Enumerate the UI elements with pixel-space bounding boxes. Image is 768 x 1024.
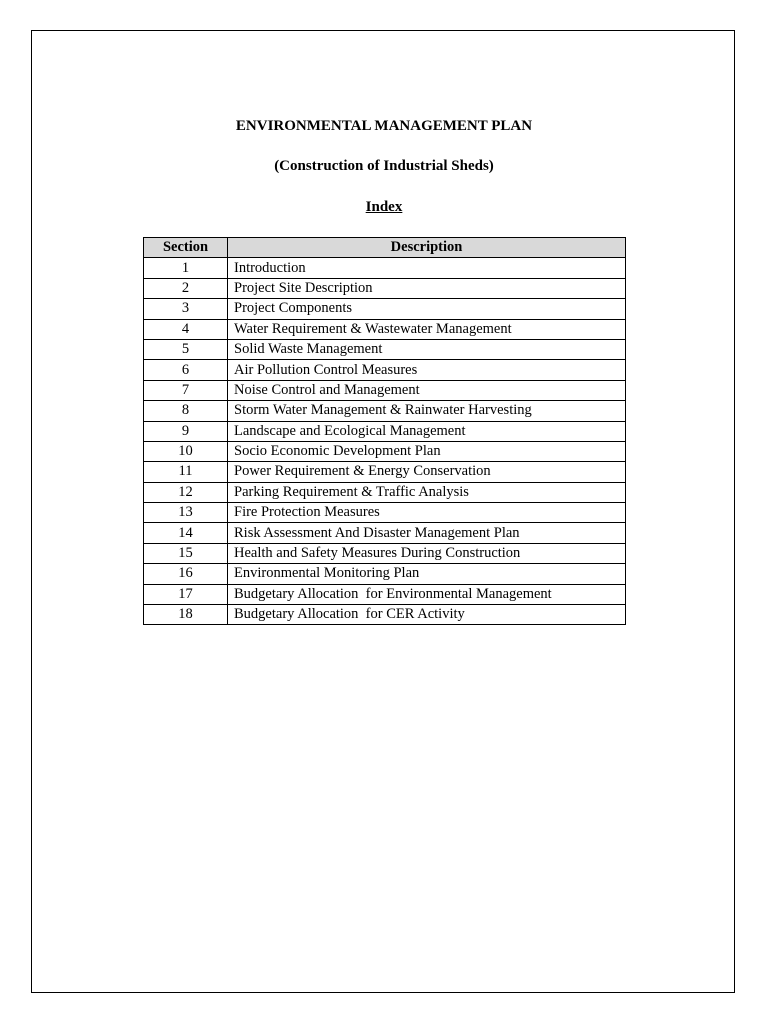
table-row [144, 421, 626, 441]
section-description: Water Requirement & Wastewater Management [228, 319, 626, 339]
section-description: Project Components [228, 299, 626, 319]
section-description: Introduction [228, 258, 626, 278]
header-description: Description [228, 238, 626, 258]
section-number: 12 [144, 482, 228, 502]
table-row [144, 523, 626, 543]
document-title: ENVIRONMENTAL MANAGEMENT PLAN [235, 118, 533, 134]
section-description: Power Requirement & Energy Conservation [228, 462, 626, 482]
table-header-row [144, 238, 626, 258]
section-number: 18 [144, 605, 228, 625]
section-description: Storm Water Management & Rainwater Harvesting [228, 401, 626, 421]
section-number: 9 [144, 421, 228, 441]
section-description: Project Site Description [228, 278, 626, 298]
section-number: 3 [144, 299, 228, 319]
table-row [144, 278, 626, 298]
document-subtitle: (Construction of Industrial Sheds) [274, 158, 494, 174]
section-description: Socio Economic Development Plan [228, 441, 626, 461]
section-number: 10 [144, 441, 228, 461]
section-description: Environmental Monitoring Plan [228, 564, 626, 584]
section-number: 14 [144, 523, 228, 543]
section-description: Landscape and Ecological Management [228, 421, 626, 441]
table-row [144, 543, 626, 563]
section-number: 11 [144, 462, 228, 482]
table-row [144, 605, 626, 625]
section-description: Health and Safety Measures During Construction [228, 543, 626, 563]
section-number: 1 [144, 258, 228, 278]
section-number: 2 [144, 278, 228, 298]
table-row [144, 339, 626, 359]
table-row [144, 299, 626, 319]
section-description: Solid Waste Management [228, 339, 626, 359]
section-number: 6 [144, 360, 228, 380]
section-number: 4 [144, 319, 228, 339]
index-table [143, 237, 626, 625]
section-number: 5 [144, 339, 228, 359]
section-description: Air Pollution Control Measures [228, 360, 626, 380]
section-description: Parking Requirement & Traffic Analysis [228, 482, 626, 502]
table-row [144, 441, 626, 461]
section-number: 7 [144, 380, 228, 400]
table-row [144, 584, 626, 604]
table-row [144, 503, 626, 523]
table-row [144, 401, 626, 421]
section-description: Fire Protection Measures [228, 503, 626, 523]
section-number: 15 [144, 543, 228, 563]
table-row [144, 564, 626, 584]
header-section: Section [144, 238, 228, 258]
section-number: 8 [144, 401, 228, 421]
section-description: Budgetary Allocation for Environmental Management [228, 584, 626, 604]
section-description: Noise Control and Management [228, 380, 626, 400]
section-number: 13 [144, 503, 228, 523]
table-row [144, 482, 626, 502]
section-description: Risk Assessment And Disaster Management Plan [228, 523, 626, 543]
table-row [144, 319, 626, 339]
section-number: 17 [144, 584, 228, 604]
section-number: 16 [144, 564, 228, 584]
index-heading: Index [365, 199, 403, 215]
table-row [144, 380, 626, 400]
table-row [144, 360, 626, 380]
table-row [144, 258, 626, 278]
section-description: Budgetary Allocation for CER Activity [228, 605, 626, 625]
table-row [144, 462, 626, 482]
